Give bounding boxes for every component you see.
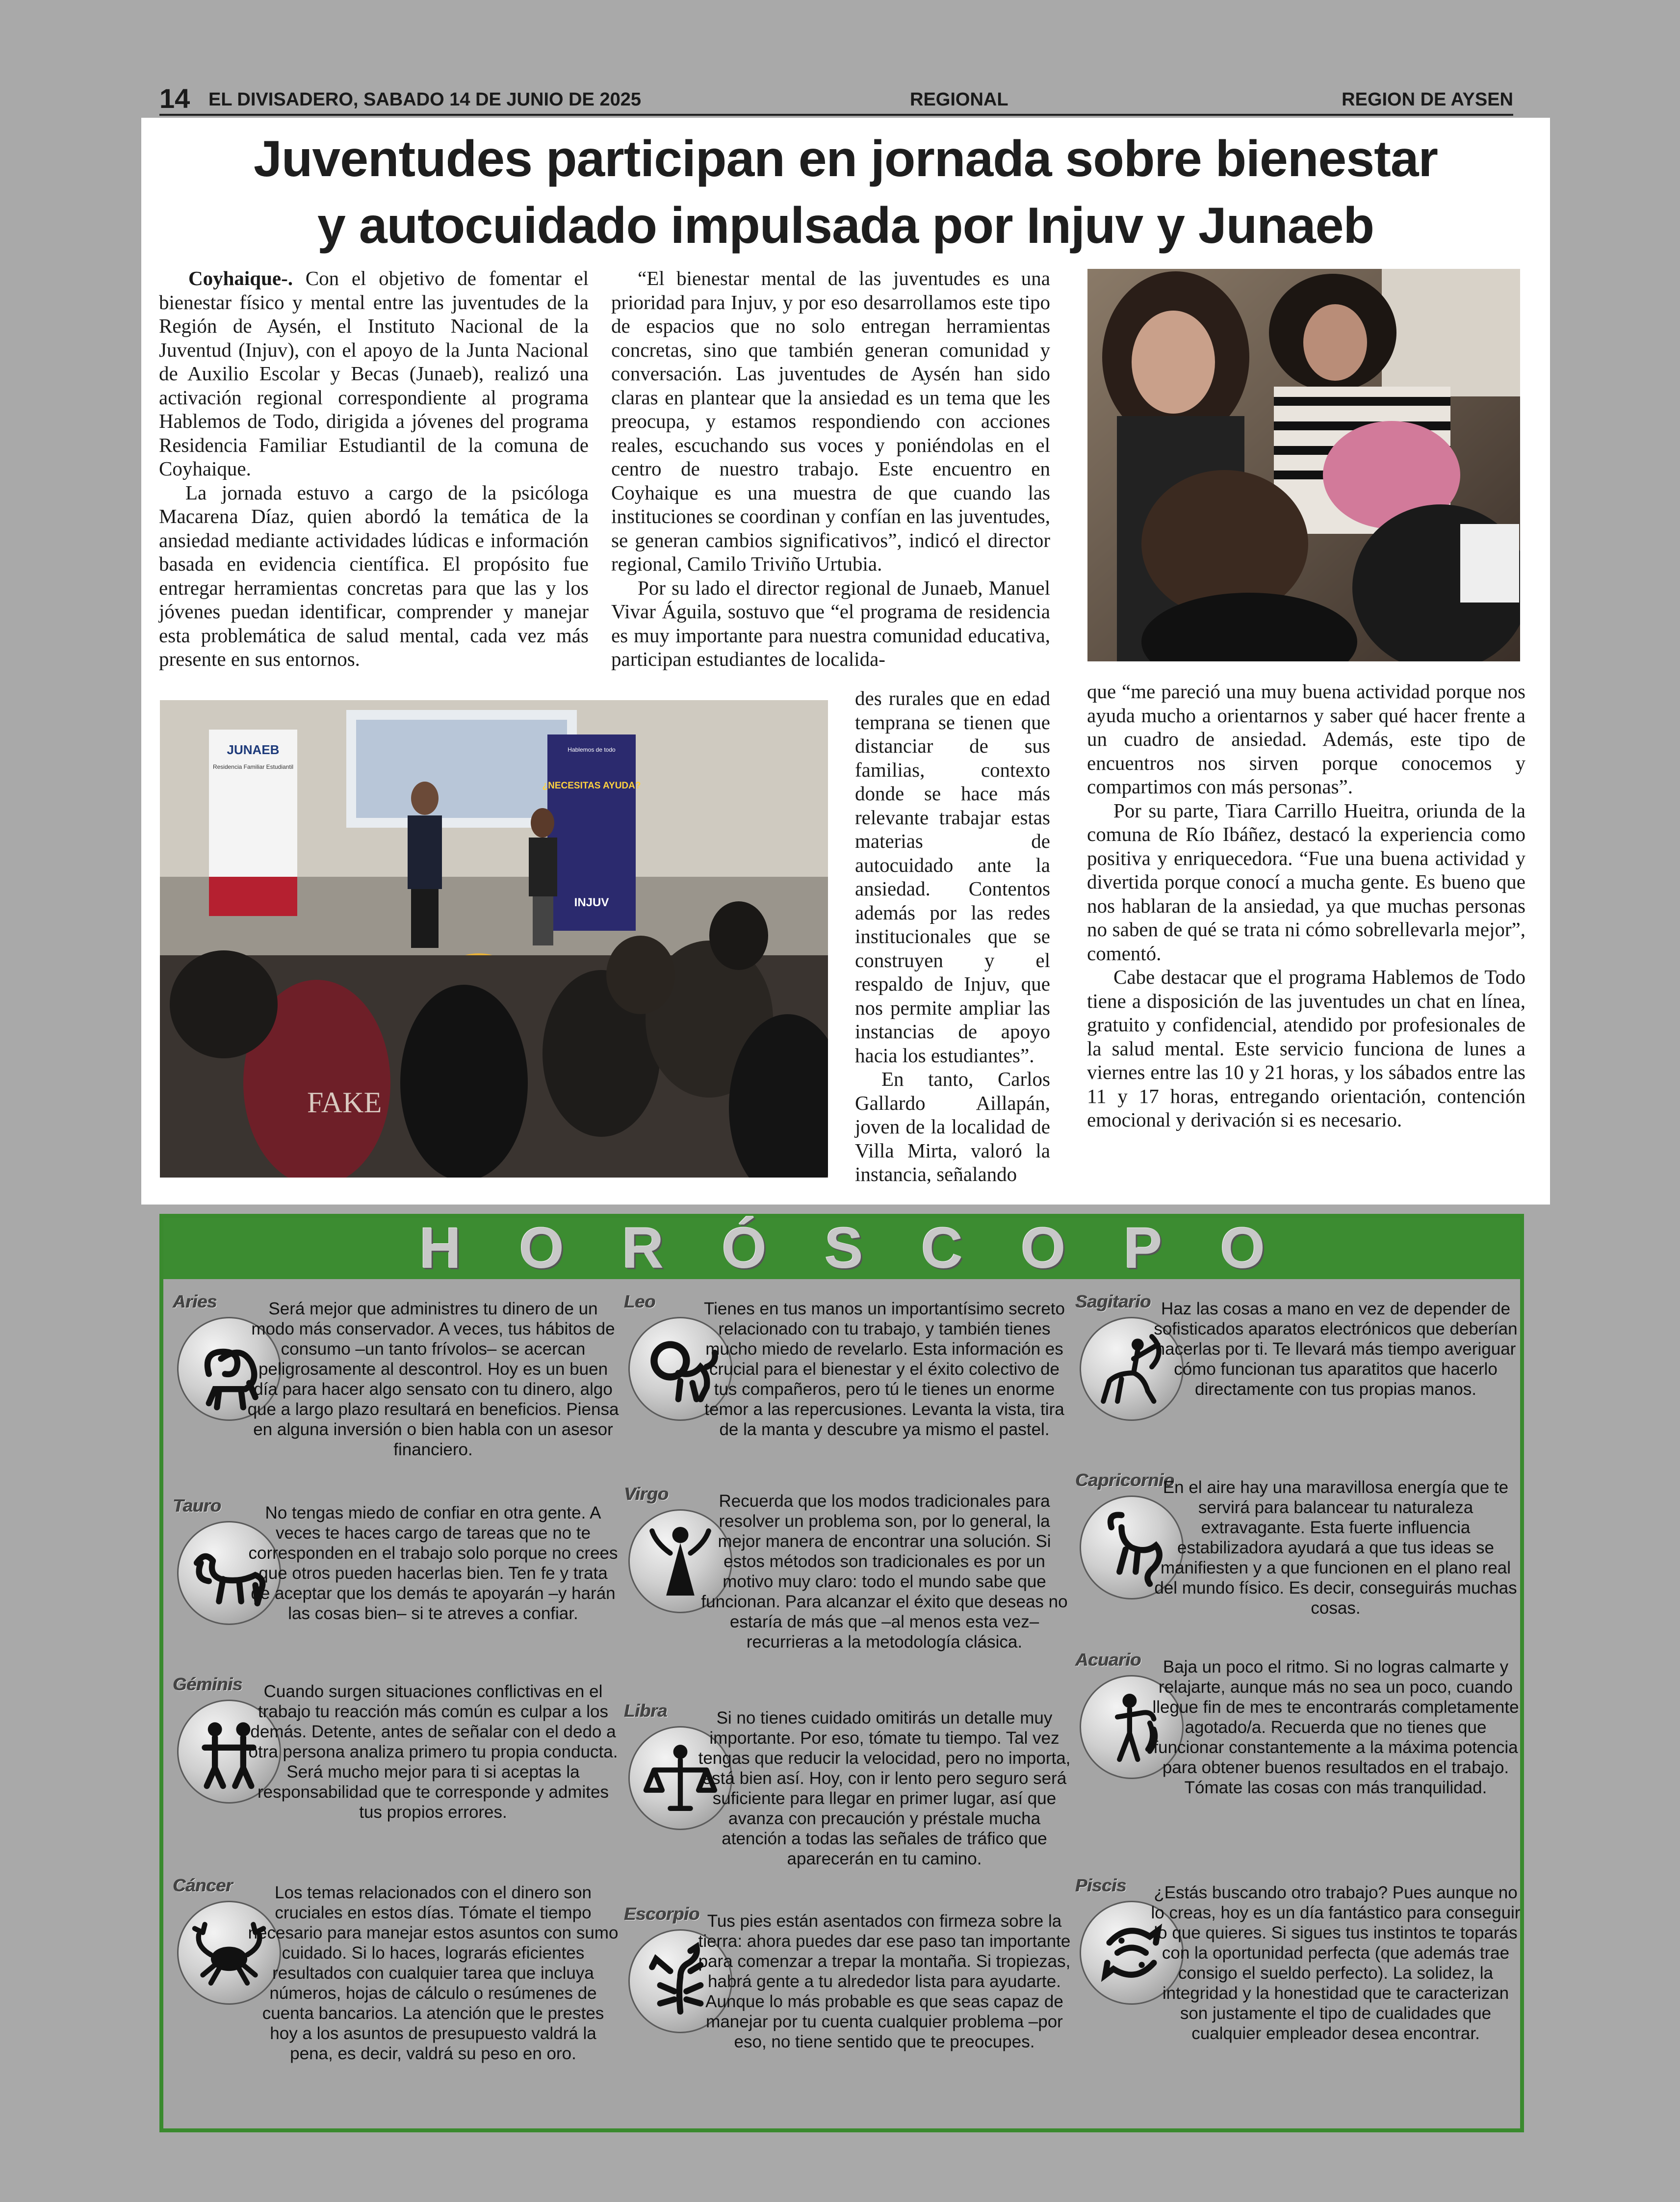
paragraph: La jornada estuvo a cargo de la psicóloga Macarena Díaz, quien abordó la temática de la ansiedad mediante actividades lúdicas e información basada en evidencia científica. El propósito fue entregar herramientas concretas para que las y los jóvenes puedan identificar, comprender y manejar esta problemática de salud mental, cada vez más presente en sus entornos.	[159, 481, 589, 670]
sign-name: Libra	[624, 1701, 668, 1721]
banner-injuv-label: INJUV	[574, 896, 609, 909]
sign-text: Tus pies están asentados con firmeza sobre la tierra: ahora puedes dar ese paso tan importante para comenzar a trepar la montaña. Si tropiezas, habrá gente a tu alrededor lista para ayudarte. Aunque lo más probable es que seas capaz de manejar por tu cuenta cualquier problema –por eso, no tiene sentido que te preocupes.	[698, 1912, 1071, 2051]
horoscope-sign-capricornio	[1076, 1470, 1517, 1656]
dateline: Coyhaique-.	[188, 267, 293, 289]
article	[141, 118, 1550, 1205]
horoscope-sign-tauro	[173, 1495, 618, 1672]
sign-name: Aries	[173, 1291, 218, 1311]
sign-text: No tengas miedo de confiar en otra gente. A veces te haces cargo de tareas que no te corresponden en el trabajo solo porque no crees que otros pueden hacerlas bien. Ten fe y trata de aceptar que los demás te apoyarán –y harán las cosas bien– si te atreves a confiar.	[248, 1503, 618, 1623]
sign-text: En el aire hay una maravillosa energía que te servirá para balancear tu naturaleza extravagante. Esta fuerte influencia estabilizadora ayudará a que tus ideas se manifiesten y a que funcionen en el plano real del mundo físico. Es decir, conseguirás muchas cosas.	[1154, 1478, 1517, 1618]
sign-text: Haz las cosas a mano en vez de depender de sofisticados aparatos electrónicos que deberían hacerlas por ti. Te llevará más tiempo averiguar cómo funcionan tus aparatitos que hacerlo directamente con tus propias manos.	[1154, 1299, 1518, 1399]
sign-name: Capricornio	[1076, 1470, 1175, 1490]
horoscope-section	[159, 1214, 1524, 2132]
paragraph: Por su lado el director regional de Junaeb, Manuel Vivar Águila, sostuvo que “el programa de residencia es muy importante para nuestra comunidad educativa, participan estudiantes de localida-	[611, 576, 1050, 670]
paragraph: des rurales que en edad temprana se tienen que distanciar de sus familias, contexto donde se hace más relevante trabajar estas materias de autocuidado ante la ansiedad. Contentos además por las redes institucionales que se construyen y el respaldo de Injuv, que nos permite ampliar las instancias de apoyo hacia los estudiantes”.	[855, 687, 1050, 1067]
page-number: 14	[159, 83, 190, 114]
paragraph: Por su parte, Tiara Carrillo Hueitra, oriunda de la comuna de Río Ibáñez, destacó la experiencia como positiva y enriquecedora. “Fue una buena actividad y divertida porque conocí a mucha gente. Es bueno que nos hablaran de la ansiedad, ya que muchas personas no saben de qué se trata ni cómo sobrellevarla mejor”, comentó.	[1087, 799, 1525, 965]
horoscope-sign-geminis	[173, 1674, 618, 1870]
students-photo-image	[1087, 269, 1520, 661]
sign-name: Géminis	[173, 1674, 243, 1694]
paragraph	[159, 266, 589, 481]
banner-hablemos-label: Hablemos de todo	[568, 746, 616, 753]
horoscope-sign-sagitario	[1076, 1291, 1517, 1478]
section-name: REGIONAL	[910, 89, 1008, 110]
sign-text: Baja un poco el ritmo. Si no logras calmarte y relajarte, aunque más no sea un poco, cuando llegue fin de mes te encontrarás completamente agotado/a. Recuerda que no tienes que funcionar constantemente a la máxima potencia para obtener buenos resultados en el trabajo. Tómate las cosas con más tranquilidad.	[1152, 1657, 1519, 1797]
sign-name: Piscis	[1076, 1875, 1127, 1895]
article-column-2	[611, 266, 1050, 671]
horoscope-sign-escorpio	[624, 1904, 1071, 2120]
horoscope-sign-virgo	[624, 1484, 1066, 1690]
horoscope-title: HORÓSCOPO	[419, 1216, 1323, 1281]
paragraph: “El bienestar mental de las juventudes es una prioridad para Injuv, y por eso desarrollamos este tipo de espacios que no solo entregan herramientas concretas, sino que también generan comunidad y conversación. Las juventudes de Aysén han sido claras en plantear que la ansiedad es un tema que les preocupa, y estamos respondiendo con acciones reales, escuchando sus voces y poniéndolas en el centro de nuestro trabajo. Este encuentro en Coyhaique es una muestra de que cuando las instituciones se coordinan y confían en las juventudes, se generan cambios significativos”, indicó el director regional, Camilo Triviño Urtubia.	[611, 267, 1050, 575]
horoscope-sign-acuario	[1076, 1650, 1517, 1856]
sign-text: Los temas relacionados con el dinero son cruciales en estos días. Tómate el tiempo necesario para manejar estos asuntos con sumo cuidado. Si lo haces, lograrás eficientes resultados con cualquier tarea que incluya números, hojas de cálculo o resúmenes de cuenta bancarios. La atención que le prestes hoy a los asuntos de presupuesto valdrá la pena, es decir, valdrá su peso en oro.	[248, 1883, 619, 2063]
photo-students-group	[1087, 269, 1520, 661]
sign-name: Escorpio	[624, 1904, 700, 1924]
publication-date: EL DIVISADERO, SABADO 14 DE JUNIO DE 2025	[208, 89, 641, 110]
sign-text: ¿Estás buscando otro trabajo? Pues aunque no lo creas, hoy es un día fantástico para conseguir lo que quieres. Si sigues tus instintos te toparás con la oportunidad perfecta (que además trae consigo el sueldo perfecto). La solidez, la integridad y la honestidad que te caracterizan son justamente el tipo de cualidades que cualquier empleador desea encontrar.	[1151, 1883, 1521, 2043]
horoscope-sign-cancer	[173, 1875, 619, 2121]
paragraph: En tanto, Carlos Gallardo Aillapán, joven de la localidad de Villa Mirta, valoró la instancia, señalando	[855, 1068, 1050, 1185]
sign-name: Leo	[624, 1291, 656, 1311]
horoscope-sign-leo	[624, 1291, 1066, 1497]
hoodie-text: FAKE	[307, 1086, 382, 1119]
banner-ayuda-label: ¿NECESITAS AYUDA?	[542, 781, 641, 791]
headline-line-2: y autocuidado impulsada por Injuv y Junaeb	[317, 197, 1374, 254]
headline-line-1: Juventudes participan en jornada sobre bienestar	[253, 131, 1438, 187]
article-column-3	[1087, 680, 1525, 1132]
paragraph: Cabe destacar que el programa Hablemos de Todo tiene a disposición de las juventudes un chat en línea, gratuito y confidencial, atendido por profesionales de la salud mental. Este servicio funciona de lunes a viernes entre las 10 y 21 horas, y los sábados entre las 11 y 17 horas, entregando orientación, contención emocional y derivación si es necesario.	[1087, 966, 1525, 1131]
sign-name: Acuario	[1076, 1650, 1142, 1670]
paragraph-text: Con el objetivo de fomentar el bienestar físico y mental entre las juventudes de la Región de Aysén, el Instituto Nacional de la Juventud (Injuv), con el apoyo de la Junta Nacional de Auxilio Escolar y Becas (Junaeb), realizó una activación regional correspondiente al programa Hablemos de Todo, dirigida a jóvenes del programa Residencia Familiar Estudiantil de la comuna de Coyhaique.	[159, 267, 589, 480]
sign-text: Tienes en tus manos un importantísimo secreto relacionado con tu trabajo, y también tienes mucho miedo de revelarlo. Esta información es crucial para el bienestar y el éxito colectivo de tus compañeros, pero tú le tienes un enorme temor a las repercusiones. Levanta la vista, tira de la manta y descubre ya mismo el pastel.	[704, 1299, 1065, 1439]
photo-workshop-room	[160, 700, 828, 1178]
sign-name: Sagitario	[1076, 1291, 1152, 1311]
headline	[141, 126, 1550, 259]
sign-text: Cuando surgen situaciones conflictivas en el trabajo tu reacción más común es culpar a los demás. Detente, antes de señalar con el dedo a otra persona analiza primero tu propia conducta. Será mucho mejor para ti si aceptas la responsabilidad que te corresponde y admites tus propios errores.	[248, 1682, 618, 1822]
sign-name: Virgo	[624, 1484, 669, 1504]
paragraph: que “me pareció una muy buena actividad porque nos ayuda mucho a orientarnos y saber qué hacer frente a un cuadro de ansiedad. Además, este tipo de encuentros nos sirven porque conocemos y compartimos con más personas”.	[1087, 680, 1525, 798]
article-column-1	[159, 266, 589, 671]
banner-junaeb-sub: Residencia Familiar Estudiantil	[212, 763, 294, 770]
banner-junaeb-label: JUNAEB	[227, 742, 280, 757]
sign-text: Será mejor que administres tu dinero de un modo más conservador. A veces, tus hábitos de consumo –un tanto frívolos– se acercan peligrosamente al descontrol. Hoy es un buen día para hacer algo sensato con tu dinero, algo que a largo plazo resultará en beneficios. Piensa en alguna inversión o bien habla con un asesor financiero.	[247, 1299, 619, 1459]
sign-text: Si no tienes cuidado omitirás un detalle muy importante. Por eso, tómate tu tiempo. Tal vez tengas que reducir la velocidad, pero no importa, está bien así. Hoy, con ir lento pero seguro será suficiente para llegar en primer lugar, así que avanza con precaución y préstale mucha atención a todas las señales de tráfico que aparecerán en tu camino.	[698, 1708, 1071, 1868]
sign-text: Recuerda que los modos tradicionales para resolver un problema son, por lo general, la mejor manera de encontrar una solución. Si estos métodos son tradicionales es por un motivo muy claro: todo el mundo sabe que funcionan. Para alcanzar el éxito que deseas no estaría de más que –al menos esta vez– recurrieras a la metodología clásica.	[701, 1492, 1068, 1652]
horoscope-sign-piscis	[1076, 1875, 1521, 2121]
horoscope-sign-aries	[173, 1291, 619, 1497]
horoscope-sign-libra	[624, 1701, 1071, 1897]
region-name: REGION DE AYSEN	[1342, 89, 1513, 110]
sign-name: Tauro	[173, 1495, 222, 1516]
workshop-photo-image	[160, 700, 828, 1178]
article-column-2-continued	[855, 686, 1050, 1186]
page-header	[159, 82, 1513, 116]
sign-name: Cáncer	[173, 1875, 233, 1895]
